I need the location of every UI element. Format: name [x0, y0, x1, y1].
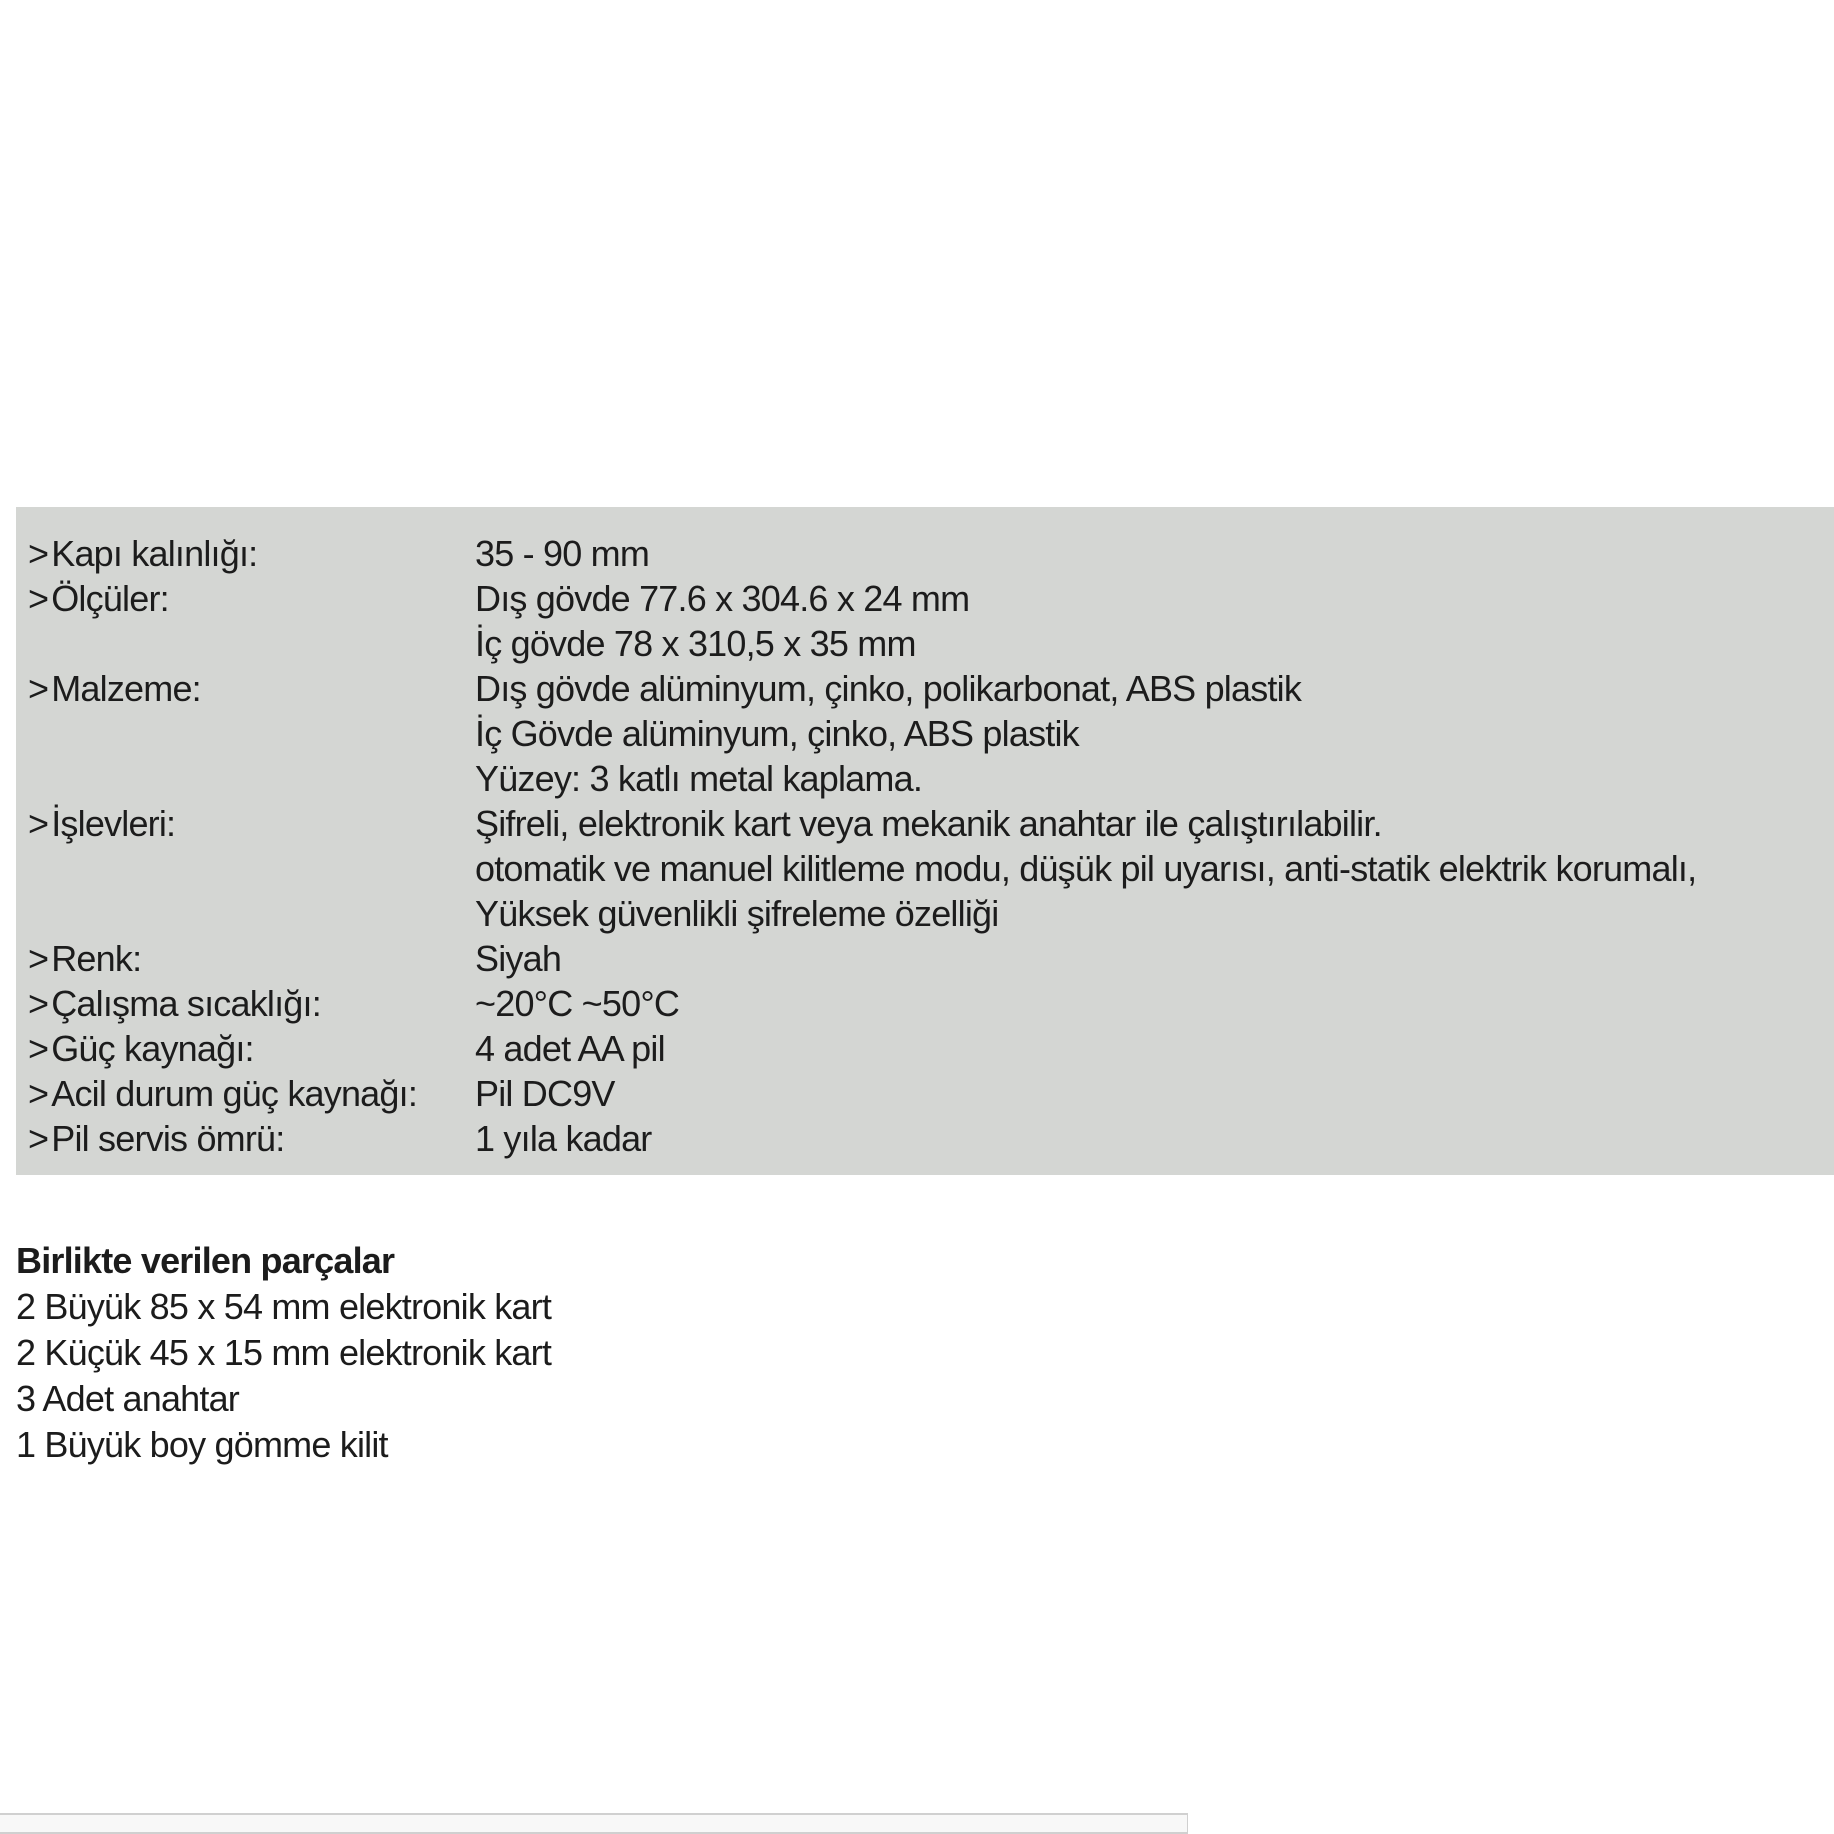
bullet-icon: >: [28, 1118, 49, 1159]
spec-value: Yüksek güvenlikli şifreleme özelliği: [475, 893, 999, 934]
spec-row-door-thickness: [28, 531, 1834, 576]
spec-value: ~20°C ~50°C: [475, 983, 680, 1024]
bullet-icon: >: [28, 668, 49, 709]
spec-label: [28, 531, 475, 576]
spec-value: İç Gövde alüminyum, çinko, ABS plastik: [475, 713, 1079, 754]
spec-label: [28, 936, 475, 981]
spec-label-text: Kapı kalınlığı:: [51, 533, 258, 574]
spec-label: [28, 576, 475, 621]
spec-row-operating-temp: [28, 981, 1834, 1026]
spec-value: Dış gövde 77.6 x 304.6 x 24 mm: [475, 578, 970, 619]
spec-label: [28, 666, 475, 711]
bottom-partial-bar: [0, 1813, 1188, 1834]
spec-row-functions-cont: [28, 846, 1834, 891]
spec-value: 1 yıla kadar: [475, 1118, 652, 1159]
spec-value: İç gövde 78 x 310,5 x 35 mm: [475, 623, 916, 664]
spec-value: Siyah: [475, 938, 562, 979]
spec-value: Şifreli, elektronik kart veya mekanik anahtar ile çalıştırılabilir.: [475, 803, 1382, 844]
included-item: 2 Büyük 85 x 54 mm elektronik kart: [16, 1286, 552, 1327]
spec-panel: [16, 507, 1834, 1175]
bullet-icon: >: [28, 983, 49, 1024]
spec-row-color: [28, 936, 1834, 981]
spec-row-functions: [28, 801, 1834, 846]
spec-label: [28, 891, 475, 936]
spec-label: [28, 711, 475, 756]
spec-label: [28, 846, 475, 891]
included-item: 1 Büyük boy gömme kilit: [16, 1424, 388, 1465]
spec-row-functions-cont: [28, 891, 1834, 936]
spec-label-text: Acil durum güç kaynağı:: [51, 1073, 418, 1114]
spec-label: [28, 1026, 475, 1071]
included-item: 3 Adet anahtar: [16, 1378, 239, 1419]
spec-label: [28, 981, 475, 1026]
included-item: 2 Küçük 45 x 15 mm elektronik kart: [16, 1332, 552, 1373]
spec-label-text: Renk:: [51, 938, 142, 979]
spec-row-emergency-power: [28, 1071, 1834, 1116]
spec-value: Yüzey: 3 katlı metal kaplama.: [475, 758, 923, 799]
spec-value: Dış gövde alüminyum, çinko, polikarbonat, ABS plastik: [475, 668, 1302, 709]
included-parts-section: [16, 1238, 551, 1468]
spec-label-text: Malzeme:: [51, 668, 201, 709]
spec-value: 4 adet AA pil: [475, 1028, 665, 1069]
bullet-icon: >: [28, 803, 49, 844]
spec-row-material-cont: [28, 711, 1834, 756]
bullet-icon: >: [28, 938, 49, 979]
spec-row-dimensions-cont: [28, 621, 1834, 666]
spec-value: Pil DC9V: [475, 1073, 615, 1114]
spec-label-text: Güç kaynağı:: [51, 1028, 254, 1069]
spec-label-text: Ölçüler:: [51, 578, 169, 619]
included-parts-title: Birlikte verilen parçalar: [16, 1240, 395, 1281]
spec-label: [28, 756, 475, 801]
spec-row-material-cont: [28, 756, 1834, 801]
spec-value: 35 - 90 mm: [475, 533, 650, 574]
spec-label-text: Pil servis ömrü:: [51, 1118, 285, 1159]
spec-row-dimensions: [28, 576, 1834, 621]
spec-row-material: [28, 666, 1834, 711]
spec-label: [28, 801, 475, 846]
spec-label: [28, 1071, 475, 1116]
spec-label: [28, 1116, 475, 1161]
bullet-icon: >: [28, 1073, 49, 1114]
spec-row-power-source: [28, 1026, 1834, 1071]
spec-label-text: İşlevleri:: [51, 803, 176, 844]
bullet-icon: >: [28, 1028, 49, 1069]
spec-value: otomatik ve manuel kilitleme modu, düşük pil uyarısı, anti-statik elektrik korumalı,: [475, 848, 1697, 889]
bullet-icon: >: [28, 578, 49, 619]
bullet-icon: >: [28, 533, 49, 574]
spec-label-text: Çalışma sıcaklığı:: [51, 983, 321, 1024]
spec-label: [28, 621, 475, 666]
spec-row-battery-life: [28, 1116, 1834, 1161]
